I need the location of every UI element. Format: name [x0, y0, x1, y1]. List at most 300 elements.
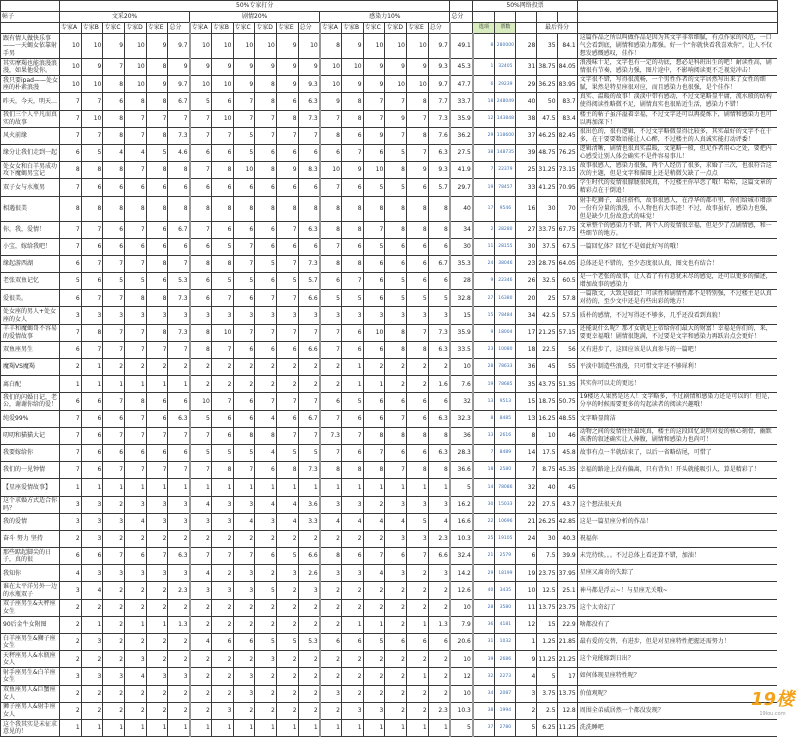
- score-cell: 2: [190, 616, 212, 633]
- score-cell: 3: [146, 307, 168, 324]
- score-cell: 6: [60, 341, 82, 358]
- score-cell: 2.3: [168, 582, 190, 599]
- option-number: 19: [473, 376, 495, 393]
- score-cell: 2: [298, 685, 320, 702]
- score-cell: 7: [60, 110, 82, 127]
- score-cell: 8: [103, 110, 125, 127]
- score-cell: 2: [320, 668, 342, 685]
- score-cell: 1: [428, 479, 450, 496]
- score-cell: 7: [233, 255, 255, 272]
- score-cell: 1: [255, 719, 277, 736]
- judge-comment: 祝福你: [577, 530, 777, 547]
- net-score: 16.25: [537, 410, 557, 427]
- final-header: 最后得分: [537, 23, 577, 34]
- total-header: 总分: [450, 12, 473, 23]
- score-cell: 2: [190, 668, 212, 685]
- score-cell: 6: [81, 179, 103, 196]
- score-cell: 6: [428, 634, 450, 651]
- post-title: 我的爱情: [1, 513, 60, 530]
- score-cell: 2: [146, 685, 168, 702]
- score-cell: 2: [298, 702, 320, 719]
- table-row: [1, 496, 778, 513]
- table-row: [1, 616, 778, 633]
- vote-count: 2780: [495, 719, 516, 736]
- final-score: 67.75: [557, 221, 577, 238]
- score-cell: 2: [255, 359, 277, 376]
- post-title: 魔羯VS魔羯: [1, 359, 60, 376]
- option-number: 8: [473, 410, 495, 427]
- score-cell: 6: [125, 179, 147, 196]
- score-cell: 7: [407, 144, 429, 161]
- score-cell: 6: [211, 221, 233, 238]
- vote-rank: 24: [516, 530, 537, 547]
- score-cell: 6: [341, 127, 363, 144]
- option-number: 27: [473, 290, 495, 307]
- score-cell: 7: [60, 179, 82, 196]
- score-cell: 2: [255, 565, 277, 582]
- score-cell: 2: [103, 530, 125, 547]
- score-cell: 1: [320, 479, 342, 496]
- score-cell: 6: [255, 144, 277, 161]
- score-cell: 2: [276, 651, 298, 668]
- score-cell: 8: [255, 196, 277, 221]
- post-title: 双子座男生&天秤座女生: [1, 599, 60, 616]
- net-score: 26.25: [537, 513, 557, 530]
- score-cell: 9: [276, 34, 298, 59]
- score-cell: 7: [385, 462, 407, 479]
- final-score: 12.8: [557, 702, 577, 719]
- score-cell: 2: [385, 359, 407, 376]
- score-cell: 7: [168, 462, 190, 479]
- score-cell: 10: [363, 34, 385, 59]
- score-cell: 7: [363, 110, 385, 127]
- option-number: 6: [473, 76, 495, 93]
- score-cell: 9.7: [428, 34, 450, 59]
- score-cell: 6: [60, 290, 82, 307]
- score-cell: 5: [255, 255, 277, 272]
- vote-count: 22346: [495, 273, 516, 290]
- score-cell: 2: [276, 685, 298, 702]
- option-number: 29: [473, 127, 495, 144]
- score-cell: 3: [233, 565, 255, 582]
- score-cell: 10: [60, 76, 82, 93]
- expert-total: 10: [450, 651, 473, 668]
- expert-total: 20.6: [450, 634, 473, 651]
- score-cell: 3: [276, 307, 298, 324]
- score-cell: 8: [320, 34, 342, 59]
- score-cell: 3: [363, 307, 385, 324]
- vote-rank: 37: [516, 127, 537, 144]
- expert-header: 专家B: [211, 23, 233, 34]
- score-cell: 5: [276, 634, 298, 651]
- net-score: 36.25: [537, 76, 557, 93]
- score-cell: 6: [103, 221, 125, 238]
- score-cell: 2: [385, 599, 407, 616]
- score-cell: 3: [60, 668, 82, 685]
- net-score: 40: [537, 479, 557, 496]
- score-cell: 6: [385, 444, 407, 461]
- score-cell: 2: [255, 616, 277, 633]
- score-cell: 8: [276, 110, 298, 127]
- score-cell: 8: [255, 162, 277, 179]
- score-cell: 5: [428, 290, 450, 307]
- score-cell: 5: [125, 273, 147, 290]
- post-title: 白羊座男生&狮子座女生: [1, 634, 60, 651]
- score-cell: 6: [125, 548, 147, 565]
- score-cell: 7: [255, 324, 277, 341]
- score-cell: 1: [168, 376, 190, 393]
- score-cell: 5: [60, 273, 82, 290]
- expert-header: 专家A: [190, 23, 212, 34]
- expert-total: 33.7: [450, 93, 473, 110]
- vote-rank: 28: [516, 34, 537, 59]
- final-score: 25.1: [557, 582, 577, 599]
- score-cell: 5: [103, 273, 125, 290]
- score-cell: 7: [125, 341, 147, 358]
- score-cell: 7: [103, 393, 125, 410]
- score-cell: 4: [125, 144, 147, 161]
- score-cell: 7: [341, 273, 363, 290]
- score-cell: 2: [407, 651, 429, 668]
- score-cell: 7: [320, 238, 342, 255]
- post-title: 叨叨和猫猫大记: [1, 427, 60, 444]
- score-cell: 1: [146, 479, 168, 496]
- score-cell: 10: [81, 34, 103, 59]
- vote-rank: 11: [516, 599, 537, 616]
- score-cell: 6: [211, 144, 233, 161]
- score-cell: 1: [298, 719, 320, 736]
- expert-header: 专家A: [320, 23, 342, 34]
- score-cell: 7: [60, 444, 82, 461]
- score-cell: 2: [320, 599, 342, 616]
- expert-total: 12: [450, 668, 473, 685]
- score-cell: 7: [103, 255, 125, 272]
- option-number: 30: [473, 496, 495, 513]
- score-cell: 3: [60, 307, 82, 324]
- score-cell: 3: [233, 307, 255, 324]
- score-cell: 1: [233, 719, 255, 736]
- judge-comment: 真实、温暖的故事！淡淡中带有感动，不过文笔略显平庸，流水般的结构使得阅读性略微不足，剧情真实也很贴近生活，感染力不错！: [577, 93, 777, 110]
- score-cell: 2: [363, 582, 385, 599]
- score-cell: 7: [146, 548, 168, 565]
- score-cell: 6: [255, 341, 277, 358]
- table-row: [1, 34, 778, 59]
- expert-header: 专家B: [81, 23, 103, 34]
- header-row-experts: [1, 23, 778, 34]
- score-cell: 1: [168, 719, 190, 736]
- score-cell: 2: [385, 376, 407, 393]
- score-cell: 6: [276, 144, 298, 161]
- vote-count: 2273: [495, 668, 516, 685]
- score-cell: 6: [146, 179, 168, 196]
- table-row: [1, 668, 778, 685]
- table-row: [1, 410, 778, 427]
- score-cell: 2: [385, 651, 407, 668]
- score-cell: 8: [81, 196, 103, 221]
- score-cell: 2: [255, 530, 277, 547]
- score-cell: 2: [407, 582, 429, 599]
- expert-total: 10: [450, 359, 473, 376]
- score-cell: 6: [168, 444, 190, 461]
- judge-comment: 这个想法很天真: [577, 496, 777, 513]
- score-cell: 8: [255, 427, 277, 444]
- post-title: 处女座的男人+处女座的女人: [1, 307, 60, 324]
- score-cell: 2: [385, 668, 407, 685]
- option-number: 29: [473, 565, 495, 582]
- expert-total: 30: [450, 238, 473, 255]
- score-cell: 2: [81, 685, 103, 702]
- score-cell: 3: [81, 634, 103, 651]
- score-cell: 8: [146, 324, 168, 341]
- score-cell: 3: [125, 496, 147, 513]
- score-cell: 7: [168, 255, 190, 272]
- judge-comment: 楼主的帖子虽洋溢着幸福，不过文字还可以再提炼下，剧情和感染力也可以再加深下！: [577, 110, 777, 127]
- table-row: [1, 530, 778, 547]
- judge-comment: 故事有点一半就结束了，以后一省略结尾，可惜了: [577, 444, 777, 461]
- score-cell: 6: [146, 393, 168, 410]
- score-cell: 9: [385, 110, 407, 127]
- score-cell: 2: [233, 651, 255, 668]
- score-cell: 9: [276, 76, 298, 93]
- net-score: 50: [537, 93, 557, 110]
- score-cell: 1: [168, 479, 190, 496]
- score-cell: 2: [168, 685, 190, 702]
- score-cell: 6: [363, 341, 385, 358]
- net-score: 37.5: [537, 238, 557, 255]
- score-cell: 6: [255, 462, 277, 479]
- score-cell: 2: [276, 582, 298, 599]
- expert-total: 10.3: [450, 702, 473, 719]
- expert-total: 15: [450, 307, 473, 324]
- score-cell: 7: [276, 290, 298, 307]
- score-cell: 6: [276, 238, 298, 255]
- score-cell: 2: [60, 634, 82, 651]
- expert-total: 47.7: [450, 76, 473, 93]
- score-cell: 2: [168, 651, 190, 668]
- score-cell: 8: [190, 341, 212, 358]
- vote-count: 10696: [495, 513, 516, 530]
- vote-count: 18199: [495, 565, 516, 582]
- final-score: 83.95: [557, 76, 577, 93]
- vote-count: 78457: [495, 179, 516, 196]
- vote-count: 16380: [495, 290, 516, 307]
- score-cell: 7: [125, 127, 147, 144]
- score-cell: 6: [233, 410, 255, 427]
- score-cell: 5: [363, 634, 385, 651]
- vote-rank: 9: [516, 651, 537, 668]
- score-cell: 8: [407, 221, 429, 238]
- score-cell: 5: [81, 144, 103, 161]
- score-cell: 10: [255, 34, 277, 59]
- score-cell: 7: [211, 341, 233, 358]
- score-cell: 6: [233, 634, 255, 651]
- score-cell: 2: [276, 668, 298, 685]
- judge-comment: 洗洗睡吧: [577, 719, 777, 736]
- option-number: 38: [473, 702, 495, 719]
- score-cell: 1: [125, 479, 147, 496]
- score-cell: 7: [233, 93, 255, 110]
- expert-total: 7.6: [450, 376, 473, 393]
- score-cell: 2: [60, 616, 82, 633]
- score-cell: 6: [276, 93, 298, 110]
- score-cell: 8: [341, 255, 363, 272]
- option-number: 18: [473, 462, 495, 479]
- score-cell: 8: [341, 93, 363, 110]
- score-cell: 6.7: [168, 93, 190, 110]
- score-cell: 2: [168, 599, 190, 616]
- score-cell: 6: [385, 393, 407, 410]
- score-cell: 8: [190, 196, 212, 221]
- net-score: 1.25: [537, 634, 557, 651]
- score-cell: 6: [363, 255, 385, 272]
- final-score: 50.75: [557, 393, 577, 410]
- score-cell: 10: [407, 34, 429, 59]
- option-number: 1: [473, 59, 495, 76]
- score-cell: 2: [320, 582, 342, 599]
- score-cell: 8: [407, 196, 429, 221]
- score-cell: 10: [81, 76, 103, 93]
- score-cell: 6: [81, 238, 103, 255]
- vote-rank: 7: [516, 462, 537, 479]
- score-cell: 8: [146, 127, 168, 144]
- vote-rank: 31: [516, 59, 537, 76]
- vote-rank: 30: [516, 238, 537, 255]
- expert-total: 32.4: [450, 548, 473, 565]
- score-cell: 2: [428, 668, 450, 685]
- final-score: 56: [557, 341, 577, 358]
- score-cell: 8: [298, 196, 320, 221]
- votes-header: 票数: [495, 23, 516, 34]
- judge-comment: 质朴的感情，不过写得还不够多，几乎还没看到真貌！: [577, 307, 777, 324]
- score-cell: 6: [407, 255, 429, 272]
- vote-rank: 40: [516, 93, 537, 110]
- score-cell: 8: [146, 59, 168, 76]
- net-score: 13.75: [537, 599, 557, 616]
- score-cell: 1: [60, 479, 82, 496]
- vote-count: 28280: [495, 221, 516, 238]
- score-cell: 3: [341, 496, 363, 513]
- score-cell: 2: [146, 530, 168, 547]
- option-number: 7: [473, 444, 495, 461]
- vote-count: 148735: [495, 144, 516, 161]
- score-cell: 4: [103, 144, 125, 161]
- score-cell: 7: [276, 393, 298, 410]
- score-cell: 3: [233, 496, 255, 513]
- score-cell: 2: [407, 685, 429, 702]
- score-cell: 6: [146, 221, 168, 238]
- score-cell: 2: [320, 702, 342, 719]
- table-row: [1, 59, 778, 76]
- final-score: 13.75: [557, 685, 577, 702]
- score-cell: 1: [363, 719, 385, 736]
- post-title: 这个我其实是未征求意见的！: [1, 719, 60, 736]
- score-cell: 1: [385, 719, 407, 736]
- score-cell: 3: [320, 307, 342, 324]
- score-cell: 1: [103, 376, 125, 393]
- option-number: 8: [473, 34, 495, 59]
- score-cell: 1: [125, 616, 147, 633]
- vote-rank: 22: [516, 496, 537, 513]
- post-title: 我们的一见钟情: [1, 462, 60, 479]
- score-cell: 6: [276, 179, 298, 196]
- score-cell: 6: [146, 410, 168, 427]
- judge-comment: 周围全弟威居然一个都没发现？: [577, 702, 777, 719]
- score-cell: 7: [125, 162, 147, 179]
- final-score: 57.5: [557, 307, 577, 324]
- score-cell: 7: [60, 427, 82, 444]
- table-row: [1, 513, 778, 530]
- score-cell: 2: [125, 582, 147, 599]
- score-cell: 7: [125, 410, 147, 427]
- score-cell: 6: [320, 393, 342, 410]
- score-cell: 2: [60, 359, 82, 376]
- expert-total: 35.3: [450, 255, 473, 272]
- net-score: 3.75: [537, 685, 557, 702]
- option-number: 18: [473, 93, 495, 110]
- score-cell: 5: [407, 290, 429, 307]
- score-cell: 3: [233, 582, 255, 599]
- expert-header: 专家E: [276, 23, 298, 34]
- score-cell: 3: [81, 307, 103, 324]
- score-cell: 3: [211, 307, 233, 324]
- judge-comment: 19楼达人果然是达人！文字略多，不过剧情和感染力还是可以的！但是，分享的时候需要更多的勾起读者的阅读兴趣哦！: [577, 393, 777, 410]
- expert-total: 36: [450, 427, 473, 444]
- score-cell: 3: [125, 307, 147, 324]
- score-cell: 7: [298, 393, 320, 410]
- judge-comment: 这个竟能嫁到日出？: [577, 651, 777, 668]
- expert-total: 29.7: [450, 179, 473, 196]
- score-cell: 7: [190, 548, 212, 565]
- net-score: 28.75: [537, 255, 557, 272]
- post-title: 处女女和白羊男成功攻下魔蝎男宝记: [1, 162, 60, 179]
- final-score: 83.4: [557, 110, 577, 127]
- score-cell: 3: [341, 702, 363, 719]
- expert-total: 14.2: [450, 565, 473, 582]
- final-score: 23.75: [557, 599, 577, 616]
- score-cell: 7: [146, 110, 168, 127]
- score-cell: 1: [211, 479, 233, 496]
- score-cell: 3: [103, 513, 125, 530]
- score-cell: 2: [168, 702, 190, 719]
- score-cell: 7: [276, 221, 298, 238]
- vote-rank: 29: [516, 76, 537, 93]
- score-cell: 7: [233, 462, 255, 479]
- expert-total: 35.9: [450, 110, 473, 127]
- score-cell: 5.7: [428, 179, 450, 196]
- expert-header: 专家D: [385, 23, 407, 34]
- score-cell: 6: [276, 341, 298, 358]
- score-cell: 9.3: [428, 59, 450, 76]
- score-cell: 2: [190, 702, 212, 719]
- final-score: 43.7: [557, 496, 577, 513]
- score-cell: 3: [428, 496, 450, 513]
- score-cell: 1: [60, 719, 82, 736]
- score-cell: 3: [298, 582, 320, 599]
- score-cell: 2: [407, 702, 429, 719]
- option-number: 11: [473, 238, 495, 255]
- expert-total: 32: [450, 393, 473, 410]
- score-cell: 8: [385, 221, 407, 238]
- vote-rank: 12: [516, 616, 537, 633]
- final-score: 46: [557, 427, 577, 444]
- post-title: 狮子座男人&射手座女人: [1, 702, 60, 719]
- score-cell: 10: [190, 76, 212, 93]
- score-cell: 2: [363, 359, 385, 376]
- score-cell: 3: [233, 685, 255, 702]
- score-cell: 7: [168, 341, 190, 358]
- post-title: 纯爱99%: [1, 410, 60, 427]
- score-cell: 2: [255, 668, 277, 685]
